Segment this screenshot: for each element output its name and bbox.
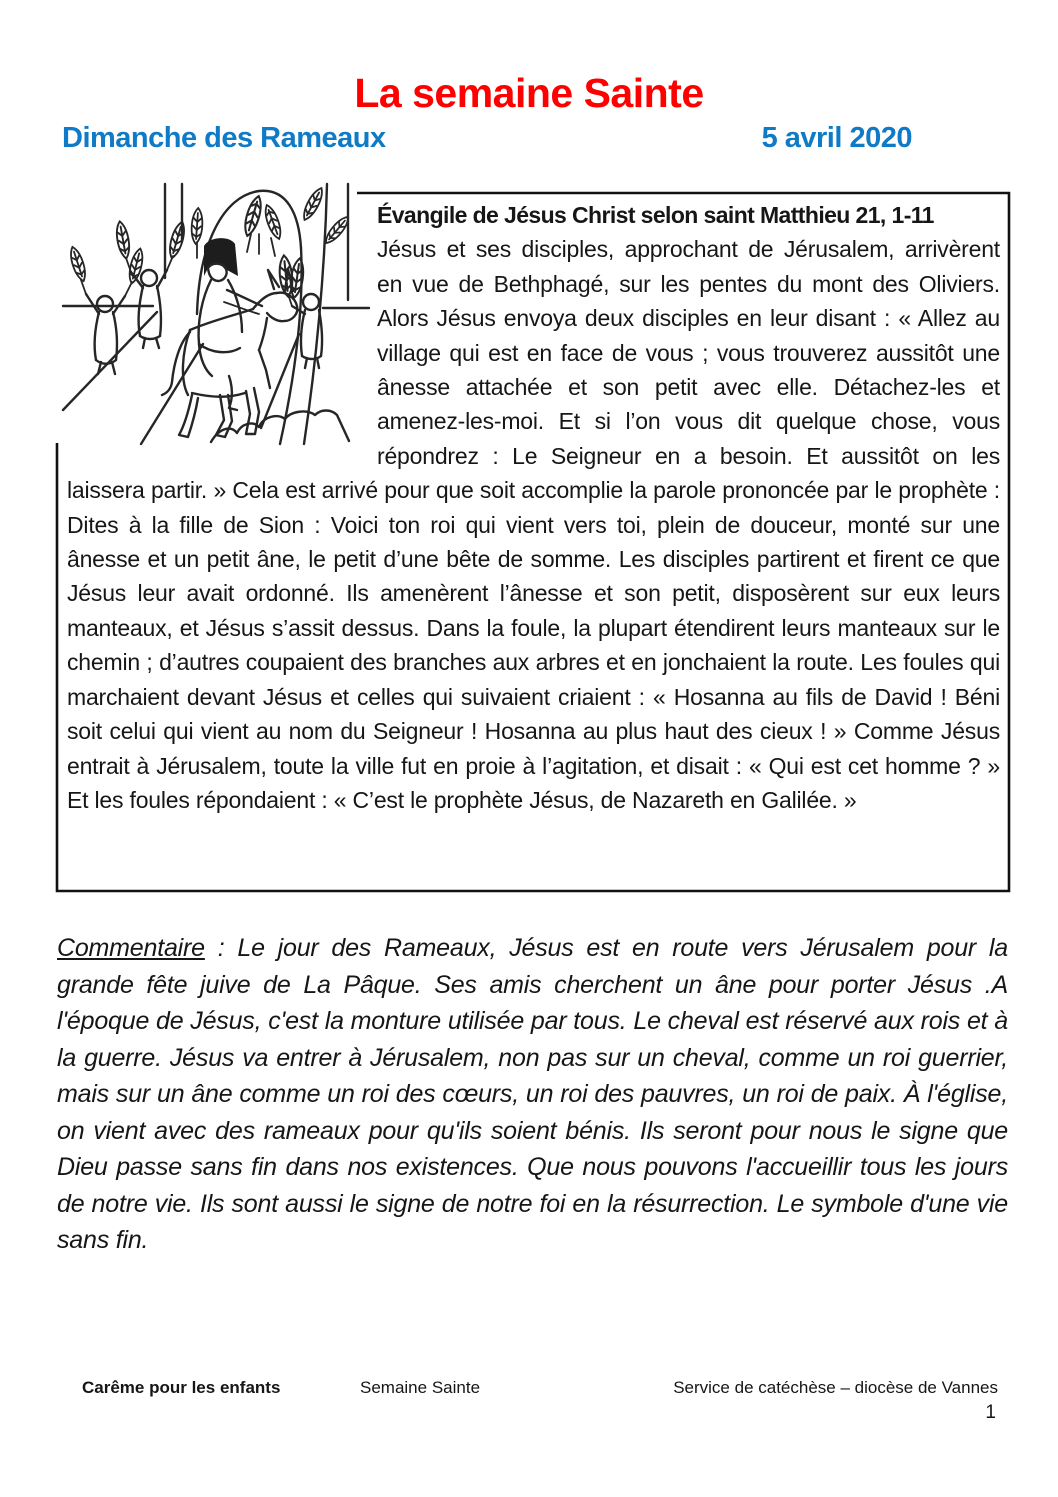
jesus-on-donkey-palm-branches-illustration — [61, 182, 371, 450]
footer-center: Semaine Sainte — [360, 1378, 481, 1397]
gospel-text-box — [57, 193, 1010, 893]
page-number: 1 — [985, 1402, 996, 1423]
subtitle-row — [57, 122, 1010, 162]
illustration-container — [67, 198, 369, 444]
gospel-heading: Évangile de Jésus Christ selon saint Matthieu 21, 1-11 — [377, 202, 934, 228]
subtitle-left: Dimanche des Rameaux — [62, 122, 386, 154]
commentary-separator: : — [204, 934, 238, 962]
commentary-paragraph — [57, 930, 1008, 1259]
footer-right: Service de catéchèse – diocèse de Vannes — [673, 1378, 998, 1397]
commentary-text: Le jour des Rameaux, Jésus est en route vers Jérusalem pour la grande fête juive de La Pâque. Ses amis cherchent un âne pour porter Jésus .A l'époque de Jésus, c'est la monture utilisée par tous. Le cheval est réservé aux rois et à la guerre. Jésus va entrer à Jérusalem, non pas sur un cheval, comme un roi guerrier, mais sur un âne comme un roi des cœurs, un roi des pauvres, un roi de paix. À l'église, on vient avec des rameaux pour qu'ils soient bénis. Ils seront pour nous le signe que Dieu passe sans fin dans nos existences. Que nous pouvons l'accueillir tous les jours de notre vie. Ils sont aussi le signe de notre foi en la résurrection. Le symbole d'une vie sans fin. — [57, 934, 1008, 1254]
page-title: La semaine Sainte — [354, 70, 704, 116]
subtitle-date: 5 avril 2020 — [761, 122, 912, 154]
commentary-label: Commentaire — [57, 934, 205, 962]
page-footer — [57, 1378, 1010, 1408]
footer-left: Carême pour les enfants — [82, 1378, 281, 1397]
gospel-body: Jésus et ses disciples, approchant de Jérusalem, arrivèrent en vue de Bethphagé, sur les pentes du mont des Oliviers. Alors Jésus envoya deux disciples en leur disant : « Allez au village qui est en face de vous ; vous trouverez aussitôt une ânesse attachée et son petit avec elle. Détachez-les et amenez-les-moi. Et si l’on vous dit quelque chose, vous répondrez : Le Seigneur en a besoin. Et aussitôt on les laissera partir. » Cela est arrivé pour que soit accomplie la parole prononcée par le prophète : Dites à la fille de Sion : Voici ton roi qui vient vers toi, plein de douceur, monté sur une ânesse et un petit âne, le petit d’une bête de somme. Les disciples partirent et firent ce que Jésus leur avait ordonné. Ils amenèrent l’ânesse et son petit, disposèrent sur eux leurs manteaux, et Jésus s’assit dessus. Dans la foule, la plupart étendirent leurs manteaux sur le chemin ; d’autres coupaient des branches aux arbres et en jonchaient la route. Les foules qui marchaient devant Jésus et celles qui suivaient criaient : « Hosanna au fils de David ! Béni soit celui qui vient au nom du Seigneur ! Hosanna au plus haut des cieux ! » Comme Jésus entrait à Jérusalem, toute la ville fut en proie à l’agitation, et disait : « Qui est cet homme ? » Et les foules répondaient : « C’est le prophète Jésus, de Nazareth en Galilée. » — [67, 236, 1000, 813]
